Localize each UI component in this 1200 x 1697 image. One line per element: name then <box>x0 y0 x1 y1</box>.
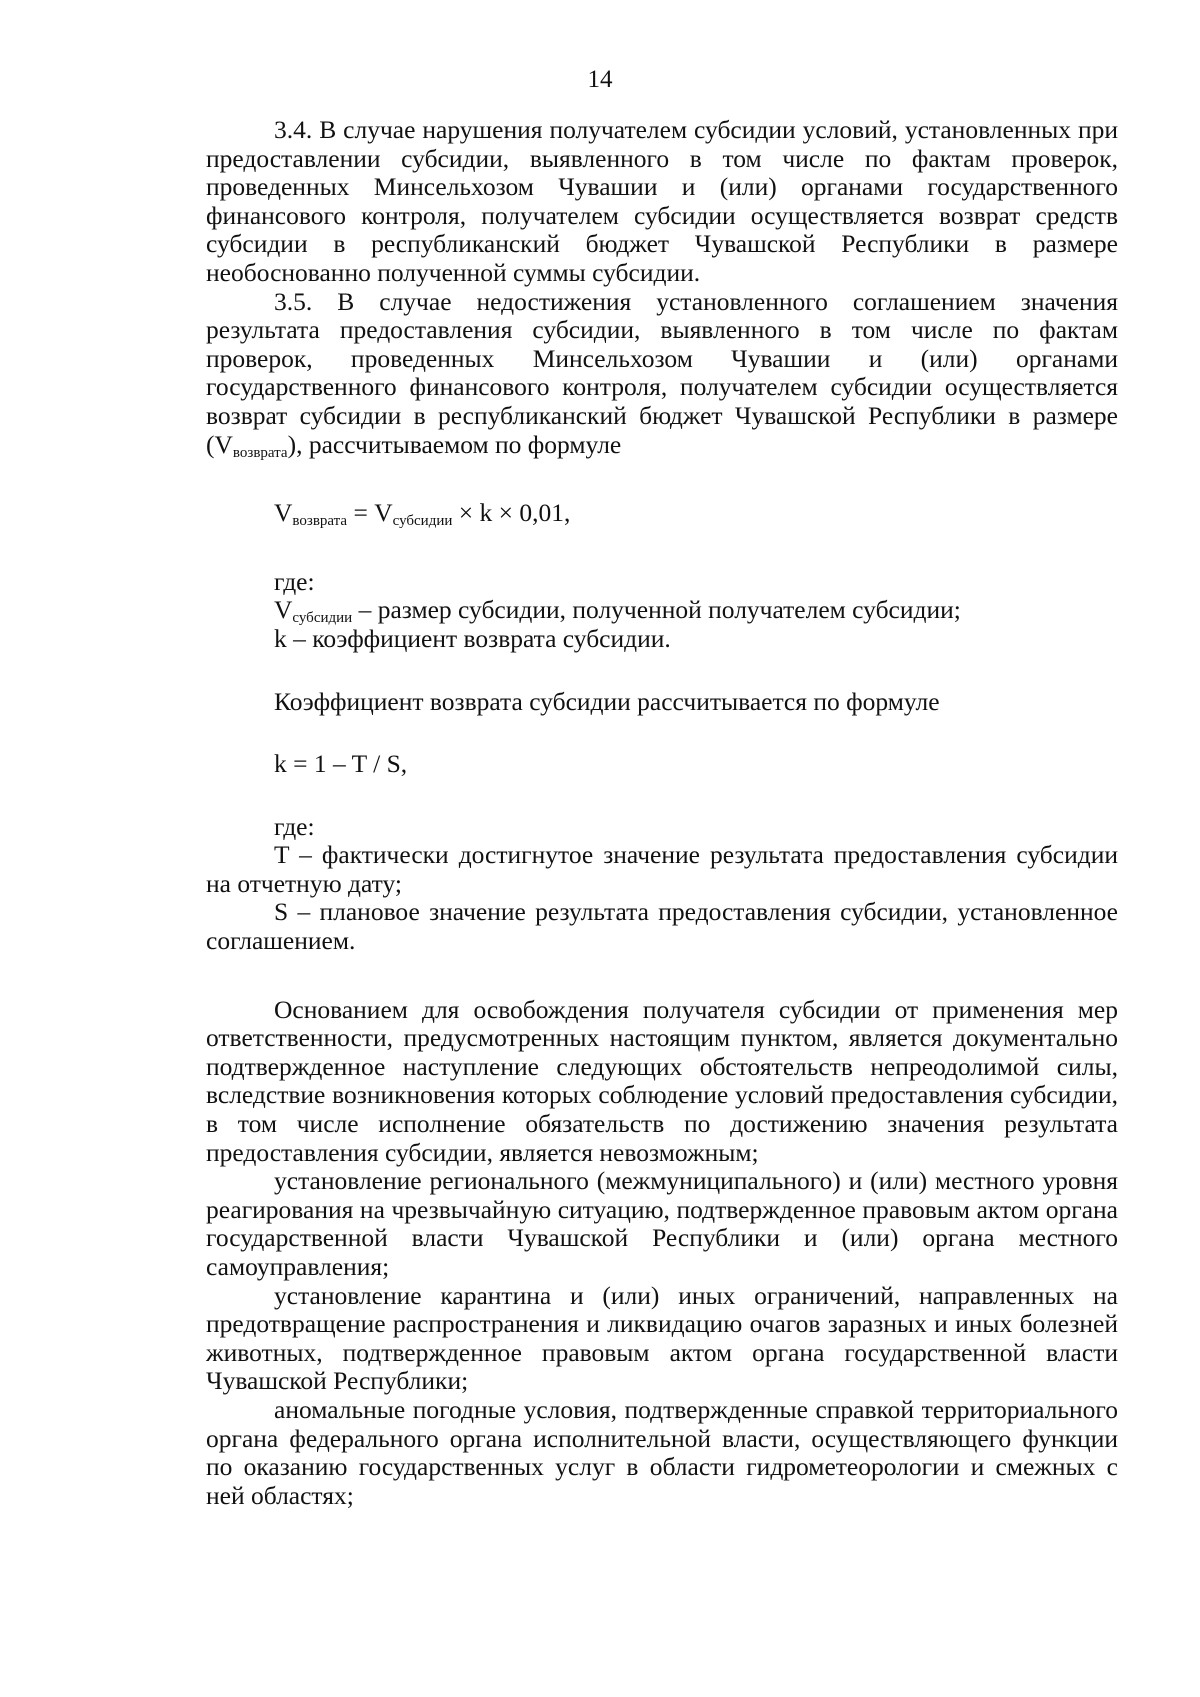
force-majeure-basis: Основанием для освобождения получателя субсидии от применения мер ответственности, предусмотренных настоящим пунктом, является документально подтвержденное наступление следующих обстоятельств непреодолимой силы, вследствие возникновения которых соблюдение условий предоставления субсидии, в том числе исполнение обязательств по достижению значения результата предоставления субсидии, является невозможным; <box>206 994 1118 1167</box>
def-v-sub: субсидии <box>292 610 353 627</box>
formula-sub-vozvrata: возврата <box>292 513 348 530</box>
item-weather: аномальные погодные условия, подтвержденные справкой территориального органа федерального органа исполнительной власти, осуществляющего функции по оказанию государственных услуг в области гидрометеорологии и смежных с ней областях; <box>206 1394 1118 1510</box>
coefficient-intro: Коэффициент возврата субсидии рассчитывается по формуле <box>274 686 940 716</box>
coefficient-formula: k = 1 – T / S, <box>274 749 408 779</box>
page-number: 14 <box>587 66 613 93</box>
subscript-vozvrata: возврата <box>232 444 288 461</box>
formula-eq: = V <box>347 498 393 528</box>
document-body <box>206 116 1118 1510</box>
def-v-symbol: V <box>274 595 293 625</box>
paragraph-3-5-text: 3.5. В случае недостижения установленного соглашением значения результата предоставления субсидии, выявленного в том числе по фактам проверок, проведенных Минсельхозом Чувашии и (или) органами государственного финансового контроля, получателем субсидии осуществляется возврат субсидии в республиканский бюджет Чувашской Республики в размере (V <box>206 286 1118 459</box>
paragraph-3-5-tail: ), рассчитываемом по формуле <box>287 429 622 459</box>
paragraph-3-5 <box>206 288 1118 460</box>
formula-sub-subsidii: субсидии <box>392 513 453 530</box>
item-quarantine: установление карантина и (или) иных ограничений, направленных на предотвращение распространения и ликвидацию очагов заразных и иных болезней животных, подтвержденное правовым актом органа государственной власти Чувашской Республики; <box>206 1280 1118 1396</box>
item-emergency: установление регионального (межмуниципального) и (или) местного уровня реагирования на чрезвычайную ситуацию, подтвержденное правовым актом органа государственной власти Чувашской Республики и (или) органа местного самоуправления; <box>206 1166 1118 1281</box>
formula-v: V <box>274 498 293 528</box>
definition-k: k – коэффициент возврата субсидии. <box>274 623 671 653</box>
formula-rest: × k × 0,01, <box>452 498 571 528</box>
where-label-2: где: <box>274 811 315 841</box>
return-formula <box>206 499 1118 528</box>
paragraph-3-4: 3.4. В случае нарушения получателем субсидии условий, установленных при предоставлении субсидии, выявленного в том числе по фактам проверок, проведенных Минсельхозом Чувашии и (или) органами государственного финансового контроля, получателем субсидии осуществляется возврат средств субсидии в республиканский бюджет Чувашской Республики в размере необоснованно полученной суммы субсидии. <box>206 115 1118 287</box>
where-label-1: где: <box>274 566 315 596</box>
definition-s: S – плановое значение результата предоставления субсидии, установленное соглашением. <box>206 897 1118 956</box>
definition-v-subsidii <box>206 596 1118 625</box>
def-v-text: – размер субсидии, полученной получателем субсидии; <box>352 595 961 625</box>
definition-t: T – фактически достигнутое значение результата предоставления субсидии на отчетную дату; <box>206 840 1118 898</box>
